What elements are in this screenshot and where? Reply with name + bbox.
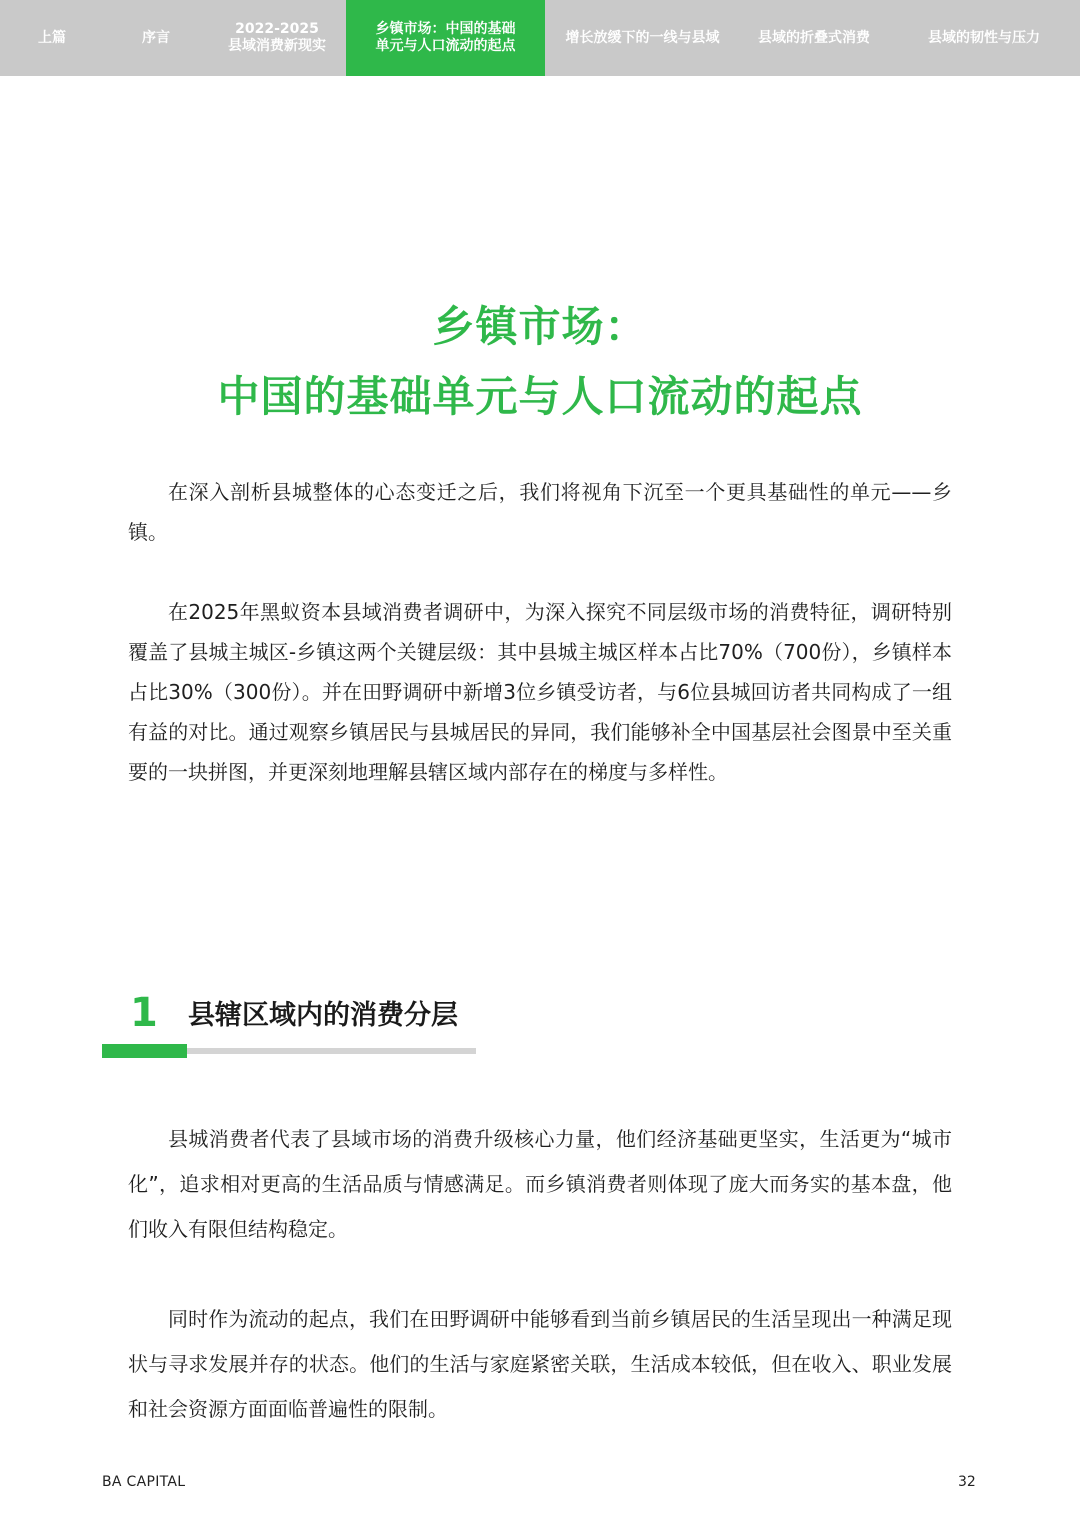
section-paragraph-1: 县城消费者代表了县域市场的消费升级核心力量，他们经济基础更坚实，生活更为“城市化”，追求相对更高的生活品质与情感满足。而乡镇消费者则体现了庞大而务实的基本盘，他们收入有限但结构稳定。 xyxy=(128,1127,952,1241)
section-number: 1 xyxy=(130,990,158,1036)
nav-item-label: 上篇 xyxy=(38,29,66,46)
section-title: 县辖区域内的消费分层 xyxy=(188,1000,458,1031)
section-underline-accent xyxy=(102,1044,187,1058)
page-number: 32 xyxy=(958,1474,976,1490)
nav-item-label-line2: 单元与人口流动的起点 xyxy=(375,38,516,54)
intro-paragraph-1: 在深入剖析县城整体的心态变迁之后，我们将视角下沉至一个更具基础性的单元——乡镇。 xyxy=(128,480,952,544)
nav-item-township-market[interactable] xyxy=(346,0,545,76)
nav-item-label-line1: 乡镇市场：中国的基础 xyxy=(375,21,516,37)
chapter-title-line1: 乡镇市场： xyxy=(432,302,648,351)
nav-item-label: 序言 xyxy=(142,29,170,46)
chapter-title-line2: 中国的基础单元与人口流动的起点 xyxy=(217,372,863,421)
nav-item-label-line1: 2022-2025 xyxy=(235,21,319,37)
intro-paragraph-2: 在2025年黑蚁资本县域消费者调研中，为深入探究不同层级市场的消费特征，调研特别覆盖了县城主城区-乡镇这两个关键层级：其中县城主城区样本占比70%（700份），乡镇样本占比30%（300份）。并在田野调研中新增3位乡镇受访者，与6位县城回访者共同构成了一组有益的对比。通过观察乡镇居民与县城居民的异同，我们能够补全中国基层社会图景中至关重要的一块拼图，并更深刻地理解县辖区域内部存在的梯度与多样性。 xyxy=(128,600,952,784)
nav-item-resilience-pressure[interactable] xyxy=(888,0,1080,76)
nav-item-part-one[interactable] xyxy=(0,0,104,76)
chapter-title xyxy=(0,292,1080,432)
top-nav xyxy=(0,0,1080,76)
nav-item-label-line2: 县域消费新现实 xyxy=(228,38,326,54)
nav-item-label: 县域的韧性与压力 xyxy=(928,29,1040,46)
footer-brand: BA CAPITAL xyxy=(102,1474,186,1490)
section-text xyxy=(128,1117,952,1432)
nav-item-folded-consumption[interactable] xyxy=(740,0,888,76)
section-paragraph-2: 同时作为流动的起点，我们在田野调研中能够看到当前乡镇居民的生活呈现出一种满足现状与寻求发展并存的状态。他们的生活与家庭紧密关联，生活成本较低，但在收入、职业发展和社会资源方面面临普遍性的限制。 xyxy=(128,1307,952,1421)
nav-item-label: 县域的折叠式消费 xyxy=(758,29,870,46)
intro-text xyxy=(128,472,952,792)
nav-item-preface[interactable] xyxy=(104,0,208,76)
nav-item-county-reality[interactable] xyxy=(208,0,346,76)
nav-item-growth-slowdown[interactable] xyxy=(545,0,740,76)
section-heading xyxy=(102,988,482,1068)
nav-item-label: 增长放缓下的一线与县域 xyxy=(565,29,720,46)
